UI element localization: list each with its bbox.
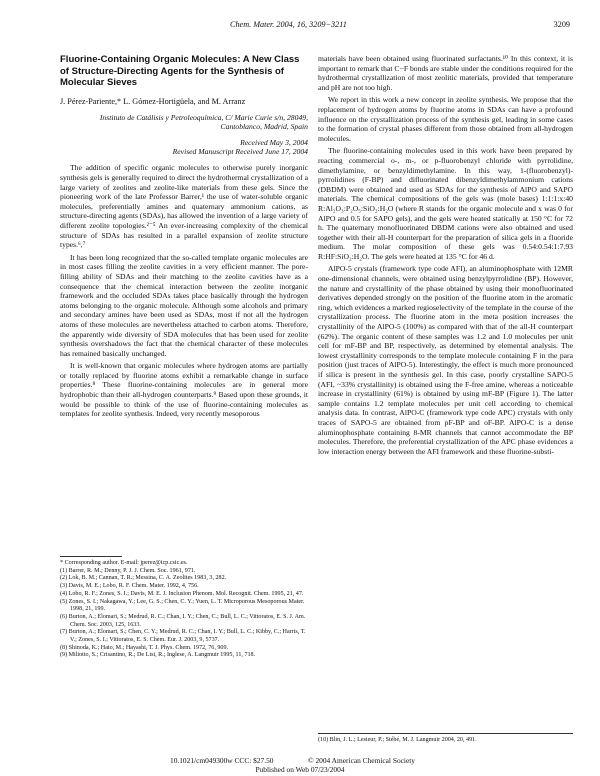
footnote: (3) Davis, M. E.; Lobo, R. F. Chem. Mater. 1992, 4, 756. xyxy=(60,583,199,590)
footnotes-left xyxy=(60,560,308,660)
body-paragraph: AlPO-5 crystals (framework type code AFI), an aluminophosphate with 12MR one-dimensional channels, were obtained using benzylpyrrolidine (BP). However, the nature and crystallinity of the phase obtained by using their monofluorinated derivatives depended strongly on the position of the fluorine atom in the aromatic ring, which evidences a marked regioselectivity of the template in the course of the crystallization process. The fluorine atom in the meta position increases the crystallinity of the AlPO-5 (100%) as compared with that of the all-H counterpart (62%). The organic content of these samples was 1.2 and 1.0 molecules per unit cell for mF-BP and BP, respectively, as determined by elemental analysis. The lowest crystallinity corresponds to the template molecule containing F in the para position (just traces of AlPO-5). Interestingly, the effect is much more pronounced if silica is present in the synthesis gel. In this case, poorly crystalline SAPO-5 (AFI, ~33% crystallinity) is obtained using the F-free amine, whereas a noticeable increase in crystallinity (61%) is obtained by using mF-BP (Figure 1). The latter sample contains 1.2 template molecules per unit cell according to chemical analysis data. In contrast, AlPO-C (framework type code APC) crystals with only traces of SAPO-5 are obtained from pF-BP and oF-BP. AlPO-C is a dense aluminophosphate containing 8-MR channels that cannot accommodate the BP molecules. Therefore, the preferential crystallization of the APC phase evidences a low interaction energy between the AFI framework and these fluorine-substi- xyxy=(318,264,573,456)
revised-date: Revised Manuscript Received June 17, 2004 xyxy=(172,147,308,156)
footnote: (8) Shinoda, K.; Hato, M.; Hayashi, T. J. Phys. Chem. 1972, 76, 909. xyxy=(60,644,229,651)
doi-line: 10.1021/cm049300w CCC: $27.50 xyxy=(170,756,274,765)
footnote: (9) Miliotto, S.; Crisantino, R.; De Lisi, R.; Inglese, A. Langmuir 1995, 11, 718. xyxy=(60,652,256,659)
footnote: * Corresponding author. E-mail: jperez@icp.csic.es. xyxy=(60,560,188,566)
body-paragraph: The addition of specific organic molecules to otherwise purely inorganic synthesis gels is generally required to direct the hydrothermal crystallization of a large variety of zeolites and zeolite-like materials from these gels. Since the pioneering work of the late Professor Barrer,¹ the use of water-soluble organic molecules, preferentially amines and quaternary ammonium cations, as structure-directing agents (SDAs), has allowed the invention of a large variety of different zeolite topologies.²⁻⁵ An ever-increasing complexity of the chemical structure of SDAs has resulted in a parallel expansion of zeolite structure types.⁶,⁷ xyxy=(60,163,308,250)
article-title: Fluorine-Containing Organic Molecules: A New Class of Structure-Directing Agents for the Synthesis of Molecular Sieves xyxy=(60,54,300,89)
footnote: (1) Barrer, R. M.; Denny, P. J. J. Chem. Soc. 1961, 971. xyxy=(60,567,196,574)
affiliation: Instituto de Catálisis y Petroleoquímica, C/ Marie Curie s/n, 28049, Cantoblanco, Madrid, Spain xyxy=(99,112,308,132)
body-paragraph: We report in this work a new concept in zeolite synthesis. We propose that the replacement of hydrogen atoms by fluorine atoms in SDAs can have a profound influence on the crystallization process of the synthesis gel, leading in some cases to the formation of crystal phases different from those obtained from all-hydrogen molecules. xyxy=(318,95,573,143)
received-dates xyxy=(60,138,308,157)
copyright: © 2004 American Chemical Society xyxy=(308,756,416,765)
body-paragraph: materials have been obtained using fluorinated surfactants.¹⁰ In this context, it is important to remark that C−F bonds are stable under the conditions required for the hydrothermal crystallization of most zeolitic materials, provided that temperature and pH are not too high. xyxy=(318,54,573,92)
footnote-divider xyxy=(60,556,122,557)
page-number: 3209 xyxy=(553,20,570,29)
footnotes-right xyxy=(318,737,573,745)
running-header xyxy=(0,20,600,32)
received-date: Received May 3, 2004 xyxy=(240,137,308,147)
published-date: Published on Web 07/23/2004 xyxy=(255,765,345,774)
footnote-divider-right xyxy=(318,733,573,734)
left-column xyxy=(60,54,308,419)
body-paragraph: It is well-known that organic molecules where hydrogen atoms are partially or totally replaced by fluorine atoms exhibit a remarkable change in surface properties.⁸ These fluorine-containing molecules are in general more hydrophobic than their all-hydrogen counterparts.⁹ Based upon these grounds, it would be possible to think of the use of fluorine-containing molecules as templates for zeolite synthesis. Indeed, very recently mesoporous xyxy=(60,361,308,419)
footnote: (2) Lok, B. M.; Cannan, T. R.; Messina, C. A. Zeolites 1983, 3, 282. xyxy=(60,575,227,582)
footnote: (6) Burton, A.; Elomari, S.; Medrud, R. C.; Chan, I. Y.; Chen, C.; Bull, L. C.; Vittoratos, E. S. J. Am. Chem. Soc. 2003, 125, 1633. xyxy=(60,613,306,628)
right-column xyxy=(318,54,573,456)
footnote: (5) Zones, S. I.; Nakagawa, Y.; Lee, G. S.; Chen, C. Y.; Yuen, L. T. Microporous Mesoporous Mater. 1998, 21, 199. xyxy=(60,598,305,613)
footnote: (7) Burton, A.; Elomari, S.; Chen, C. Y.; Medrud, R. C.; Chan, I. Y.; Bull, L. C.; Kibby, C.; Harris, T. V.; Zones, S. I.; Vittoratos, E. S. Chem. Eur. J. 2003, 9, 5737. xyxy=(60,629,306,644)
author-list: J. Pérez-Pariente,* L. Gómez-Hortigüela, and M. Arranz xyxy=(60,96,246,106)
journal-citation: Chem. Mater. 2004, 16, 3209−3211 xyxy=(230,20,347,29)
body-paragraph: The fluorine-containing molecules used in this work have been prepared by reacting commercial o-, m-, or p-fluorobenzyl chloride with pyrrolidine, dimethylamine, or benzyldimethylamine. In this way, 1-(fluorobenzyl)-pyrrolidines (F-BP) and difluorinated dibenzyldimethylammonium cations (DBDM) were obtained and used as SDAs for the synthesis of AlPO and SAPO materials. The chemical compositions of the gels was (mole bases) 1:1:1:x:40 R:Al₂O₃:P₂O₅:SiO₂:H₂O (where R stands for the organic molecule and x was 0 for AlPO and 0.5 for SAPO gels), and the gels were heated statically at 150 °C for 72 h. The quaternary monofluorinated DBDM cations were also obtained and used together with their all-H counterpart for the preparation of silica gels in a fluoride medium. The molar composition of these gels was 0.54:0.54:1:7.93 R:HF:SiO₂:H₂O. The gels were heated at 135 °C for 46 d. xyxy=(318,146,573,261)
body-paragraph: It has been long recognized that the so-called template organic molecules are in most cases filling the zeolite cavities in a very efficient manner. The pore-filling ability of SDAs and their matching to the zeolite cavities have as a consequence that the chemical interaction between the zeolite inorganic framework and the occluded SDAs takes place basically through the hydrogen atoms belonging to the organic molecule. Although some alcohols and primary and secondary amines have been used as SDAs, most if not all the hydrogen atoms of these molecules are nevertheless attached to carbon atoms. Therefore, the apparently wide diversity of SDA molecules that has been used for zeolite synthesis overshadows the fact that the chemical character of these molecules has remained basically unchanged. xyxy=(60,252,308,358)
footnote: (4) Lobo, R. F.; Zones, S. I.; Davis, M. E. J. Inclusion Phenom. Mol. Recognit. Chem. 1995, 21, 47. xyxy=(60,590,304,597)
footnote: (10) Blin, J. L.; Lesieur, P.; Stébé, M. J. Langmuir 2004, 20, 491. xyxy=(318,737,477,743)
